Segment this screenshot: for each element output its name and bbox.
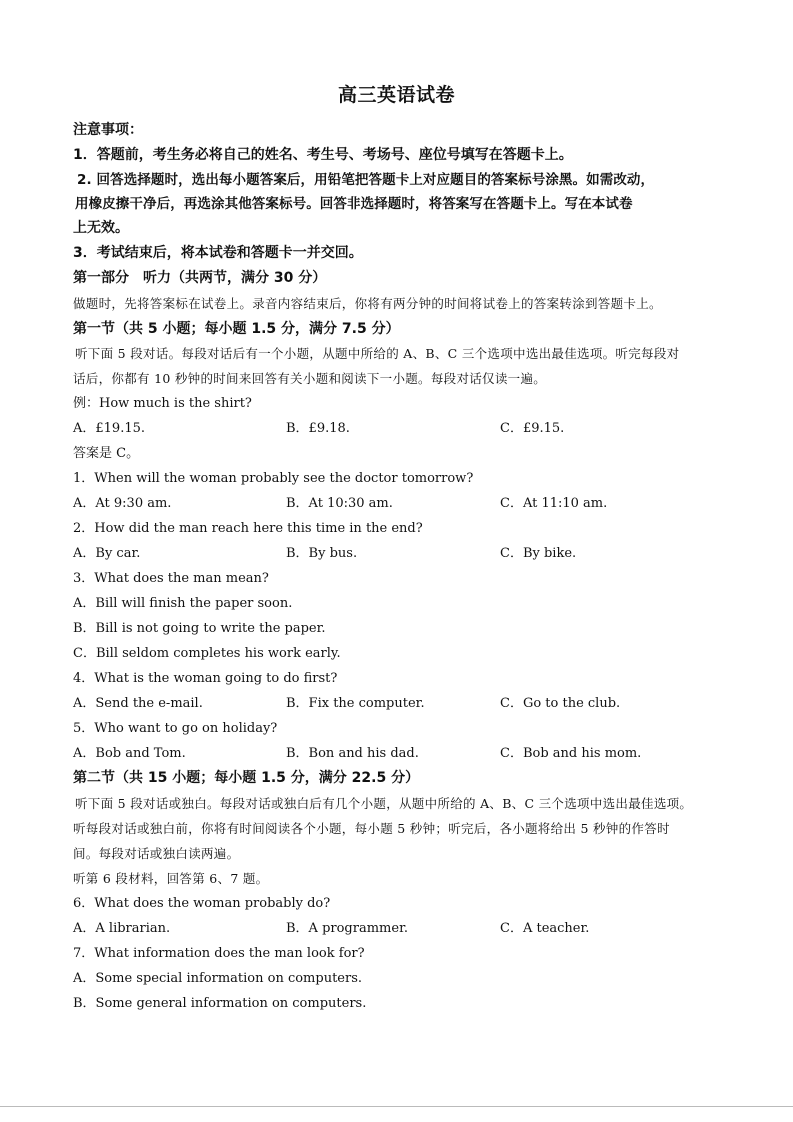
question-stem: 1．When will the woman probably see the doctor tomorrow?	[73, 471, 474, 486]
note-item: 用橡皮擦干净后，再选涂其他答案标号。回答非选择题时，将答案写在答题卡上。写在本试卷	[75, 196, 633, 212]
example-answer: 答案是 C。	[73, 446, 140, 461]
example-option-c: C．£9.15.	[500, 421, 565, 436]
option-a: A．Bill will finish the paper soon.	[73, 596, 293, 611]
option-a: A．At 9:30 am.	[73, 496, 172, 511]
option-c: C．Bob and his mom.	[500, 746, 642, 761]
part1-instruction: 做题时，先将答案标在试卷上。录音内容结束后，你将有两分钟的时间将试卷上的答案转涂到答题卡上。	[73, 296, 662, 311]
option-b: B．A programmer.	[286, 921, 408, 936]
note-item: 上无效。	[73, 220, 129, 236]
section2-heading: 第二节（共 15 小题；每小题 1.5 分，满分 22.5 分）	[73, 770, 420, 786]
note-item: 2. 回答选择题时，选出每小题答案后，用铅笔把答题卡上对应题目的答案标号涂黑。如需改动，	[77, 172, 655, 188]
example-option-b: B．£9.18.	[286, 421, 350, 436]
note-item: 3．考试结束后，将本试卷和答题卡一并交回。	[73, 245, 363, 261]
example-option-a: A．£19.15.	[73, 421, 146, 436]
page-bottom-rule	[0, 1106, 793, 1107]
option-c: C．At 11:10 am.	[500, 496, 608, 511]
option-a: A．Some special information on computers.	[73, 971, 363, 986]
option-a: A．A librarian.	[73, 921, 171, 936]
question-stem: 3．What does the man mean?	[73, 571, 269, 586]
option-b: B．Bill is not going to write the paper.	[73, 621, 326, 636]
section2-instruction: 听下面 5 段对话或独白。每段对话或独白后有几个小题，从题中所给的 A、B、C 三个选项中选出最佳选项。	[75, 796, 693, 811]
part1-heading: 第一部分 听力（共两节，满分 30 分）	[73, 270, 327, 286]
section2-instruction: 间。每段对话或独白读两遍。	[73, 846, 240, 861]
option-c: C．Go to the club.	[500, 696, 621, 711]
option-c: C．By bike.	[500, 546, 577, 561]
section1-heading: 第一节（共 5 小题；每小题 1.5 分，满分 7.5 分）	[73, 321, 400, 337]
question-stem: 7．What information does the man look for?	[73, 946, 365, 961]
option-c: C．Bill seldom completes his work early.	[73, 646, 341, 661]
section1-instruction: 听下面 5 段对话。每段对话后有一个小题，从题中所给的 A、B、C 三个选项中选出最佳选项。听完每段对	[75, 346, 680, 361]
option-b: B．Bon and his dad.	[286, 746, 419, 761]
notes-heading: 注意事项：	[73, 122, 143, 138]
option-c: C．A teacher.	[500, 921, 590, 936]
option-a: A．Send the e-mail.	[73, 696, 203, 711]
question-stem: 2．How did the man reach here this time in the end?	[73, 521, 423, 536]
question-stem: 6．What does the woman probably do?	[73, 896, 331, 911]
option-b: B．By bus.	[286, 546, 358, 561]
option-a: A．By car.	[73, 546, 141, 561]
section1-instruction: 话后，你都有 10 秒钟的时间来回答有关小题和阅读下一小题。每段对话仅读一遍。	[73, 371, 547, 386]
option-b: B．Some general information on computers.	[73, 996, 367, 1011]
question-stem: 4．What is the woman going to do first?	[73, 671, 338, 686]
option-b: B．At 10:30 am.	[286, 496, 393, 511]
example-question: 例：How much is the shirt?	[73, 396, 252, 411]
option-a: A．Bob and Tom.	[73, 746, 186, 761]
option-b: B．Fix the computer.	[286, 696, 425, 711]
page-title: 高三英语试卷	[337, 84, 455, 106]
material-note: 听第 6 段材料，回答第 6、7 题。	[73, 871, 269, 886]
note-item: 1．答题前，考生务必将自己的姓名、考生号、考场号、座位号填写在答题卡上。	[73, 147, 573, 163]
question-stem: 5．Who want to go on holiday?	[73, 721, 278, 736]
section2-instruction: 听每段对话或独白前，你将有时间阅读各个小题，每小题 5 秒钟；听完后，各小题将给出 5 秒钟的作答时	[73, 821, 670, 836]
